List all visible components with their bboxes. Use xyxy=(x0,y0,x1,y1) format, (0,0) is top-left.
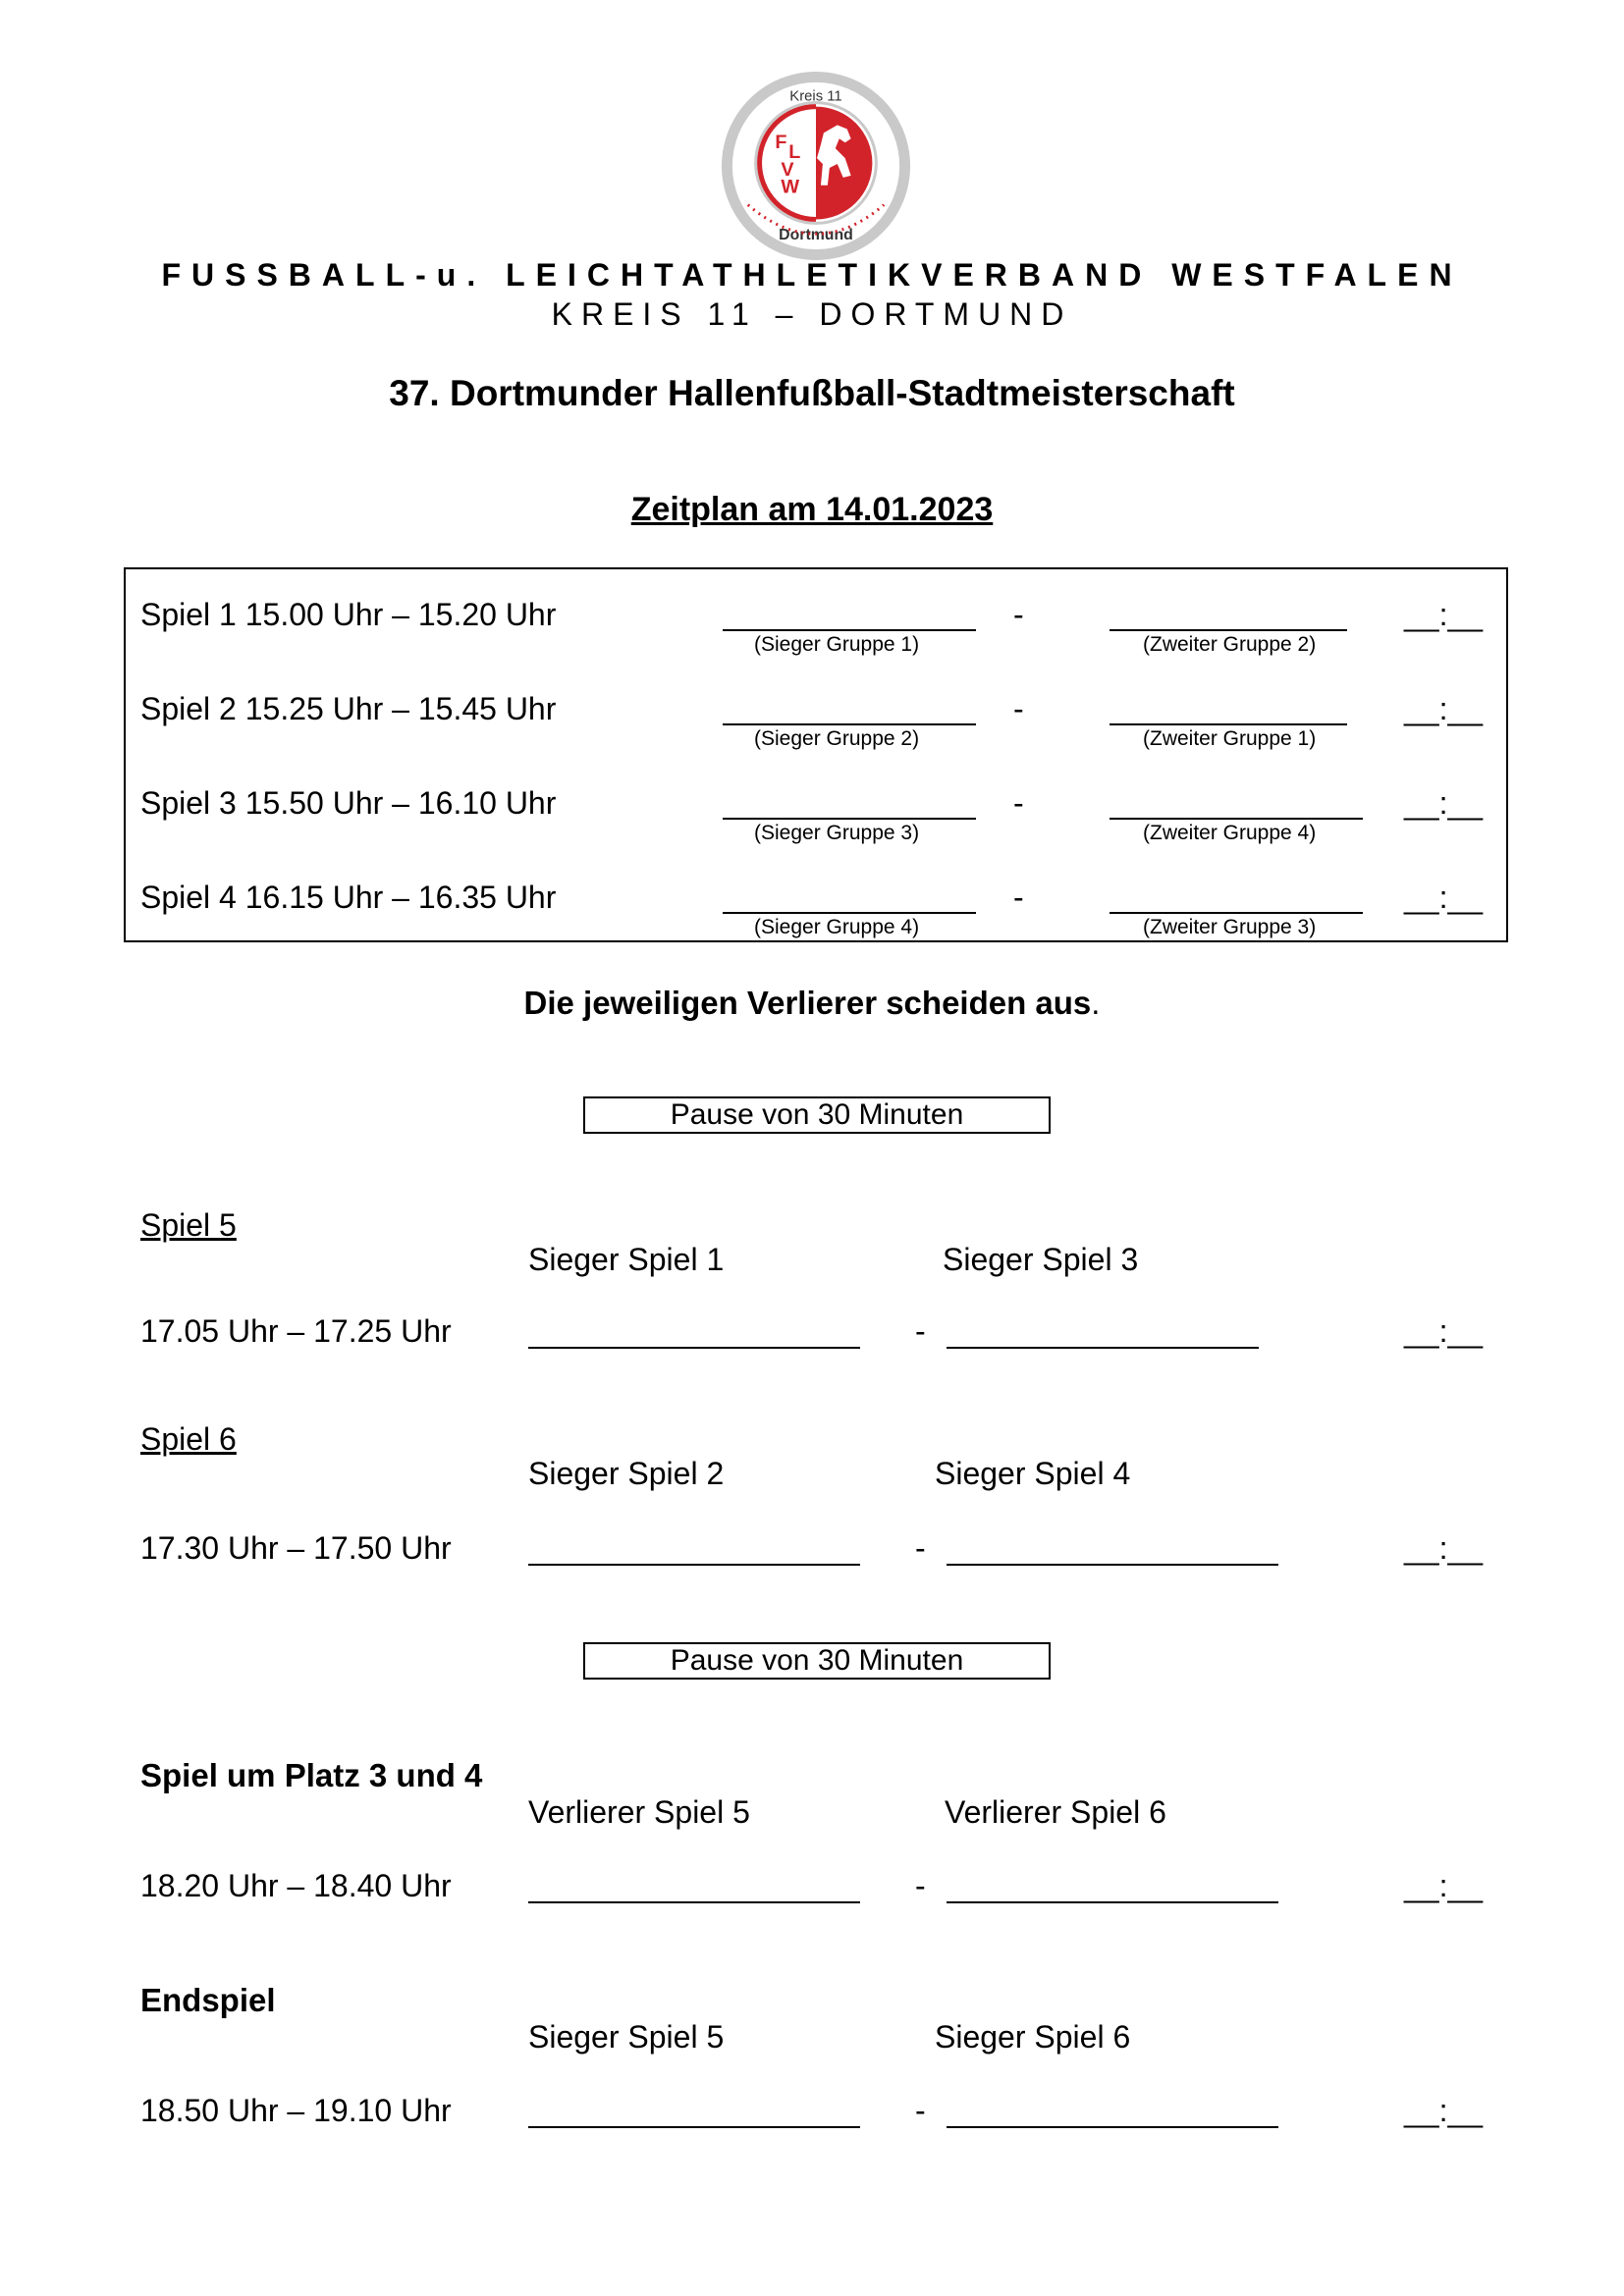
losers-note: Die jeweiligen Verlierer scheiden aus. xyxy=(523,985,1101,1021)
game-6-label: Spiel 6 xyxy=(140,1421,237,1457)
game-1-label: Spiel 1 15.00 Uhr – 15.20 Uhr xyxy=(140,597,557,632)
pause-box-1: Pause von 30 Minuten xyxy=(583,1096,1051,1134)
final-home-line[interactable] xyxy=(528,2126,860,2128)
final-away-line[interactable] xyxy=(947,2126,1278,2128)
game-6-dash: - xyxy=(915,1530,926,1566)
game-4-label: Spiel 4 16.15 Uhr – 16.35 Uhr xyxy=(140,880,557,915)
game-2-away-line[interactable] xyxy=(1110,723,1347,725)
game-6-home-team: Sieger Spiel 2 xyxy=(528,1456,725,1491)
svg-text:L: L xyxy=(788,141,801,164)
third-place-dash: - xyxy=(915,1868,926,1903)
game-6-home-line[interactable] xyxy=(528,1564,860,1566)
game-5-label: Spiel 5 xyxy=(140,1207,237,1243)
svg-text:V: V xyxy=(781,158,794,181)
game-3-dash: - xyxy=(1013,785,1024,821)
game-5-dash: - xyxy=(915,1313,926,1349)
game-3-label: Spiel 3 15.50 Uhr – 16.10 Uhr xyxy=(140,785,557,821)
game-2-score[interactable]: __:__ xyxy=(1404,691,1484,726)
game-6-away-line[interactable] xyxy=(947,1564,1278,1566)
game-6-time: 17.30 Uhr – 17.50 Uhr xyxy=(140,1530,452,1566)
game-4-dash: - xyxy=(1013,880,1024,915)
game-3-away-caption: (Zweiter Gruppe 4) xyxy=(1143,822,1317,844)
game-4-away-caption: (Zweiter Gruppe 3) xyxy=(1143,916,1317,938)
game-4-home-caption: (Sieger Gruppe 4) xyxy=(754,916,920,938)
game-6-score[interactable]: __:__ xyxy=(1404,1530,1484,1566)
final-dash: - xyxy=(915,2093,926,2128)
schedule-heading: Zeitplan am 14.01.2023 xyxy=(630,491,994,528)
final-time: 18.50 Uhr – 19.10 Uhr xyxy=(140,2093,452,2128)
final-home-team: Sieger Spiel 5 xyxy=(528,2019,725,2055)
page-title: 37. Dortmunder Hallenfußball-Stadtmeisterschaft xyxy=(389,373,1235,413)
game-5-home-team: Sieger Spiel 1 xyxy=(528,1242,725,1277)
third-place-score[interactable]: __:__ xyxy=(1404,1868,1484,1903)
third-place-home-team: Verlierer Spiel 5 xyxy=(528,1794,750,1830)
game-2-label: Spiel 2 15.25 Uhr – 15.45 Uhr xyxy=(140,691,557,726)
third-place-label: Spiel um Platz 3 und 4 xyxy=(140,1757,483,1793)
game-2-dash: - xyxy=(1013,691,1024,726)
third-place-time: 18.20 Uhr – 18.40 Uhr xyxy=(140,1868,452,1903)
game-4-score[interactable]: __:__ xyxy=(1404,880,1484,915)
flvw-kreis-logo xyxy=(719,69,913,263)
association-name: FUSSBALL-u. LEICHTATHLETIKVERBAND WESTFALEN xyxy=(161,257,1463,293)
game-3-away-line[interactable] xyxy=(1110,818,1363,820)
final-score[interactable]: __:__ xyxy=(1404,2093,1484,2128)
game-5-away-team: Sieger Spiel 3 xyxy=(943,1242,1139,1277)
game-5-home-line[interactable] xyxy=(528,1347,860,1349)
game-1-home-caption: (Sieger Gruppe 1) xyxy=(754,633,920,656)
game-4-home-line[interactable] xyxy=(723,912,976,914)
kreis-name: KREIS 11 – DORTMUND xyxy=(551,296,1073,332)
svg-text:F: F xyxy=(775,132,787,154)
game-5-time: 17.05 Uhr – 17.25 Uhr xyxy=(140,1313,452,1349)
game-2-away-caption: (Zweiter Gruppe 1) xyxy=(1143,727,1317,750)
game-3-home-line[interactable] xyxy=(723,818,976,820)
svg-text:W: W xyxy=(781,176,800,198)
game-2-home-line[interactable] xyxy=(723,723,976,725)
final-away-team: Sieger Spiel 6 xyxy=(935,2019,1131,2055)
third-place-home-line[interactable] xyxy=(528,1901,860,1903)
game-5-away-line[interactable] xyxy=(947,1347,1259,1349)
final-label: Endspiel xyxy=(140,1982,276,2018)
game-1-dash: - xyxy=(1013,597,1024,632)
game-1-score[interactable]: __:__ xyxy=(1404,597,1484,632)
game-2-home-caption: (Sieger Gruppe 2) xyxy=(754,727,920,750)
game-3-home-caption: (Sieger Gruppe 3) xyxy=(754,822,920,844)
game-1-away-line[interactable] xyxy=(1110,629,1347,631)
game-4-away-line[interactable] xyxy=(1110,912,1363,914)
game-1-away-caption: (Zweiter Gruppe 2) xyxy=(1143,633,1317,656)
game-1-home-line[interactable] xyxy=(723,629,976,631)
svg-text:Kreis 11: Kreis 11 xyxy=(789,88,842,105)
game-6-away-team: Sieger Spiel 4 xyxy=(935,1456,1131,1491)
third-place-away-line[interactable] xyxy=(947,1901,1278,1903)
pause-box-2: Pause von 30 Minuten xyxy=(583,1642,1051,1680)
svg-text:Dortmund: Dortmund xyxy=(779,227,853,244)
game-5-score[interactable]: __:__ xyxy=(1404,1313,1484,1349)
third-place-away-team: Verlierer Spiel 6 xyxy=(945,1794,1166,1830)
game-3-score[interactable]: __:__ xyxy=(1404,785,1484,821)
